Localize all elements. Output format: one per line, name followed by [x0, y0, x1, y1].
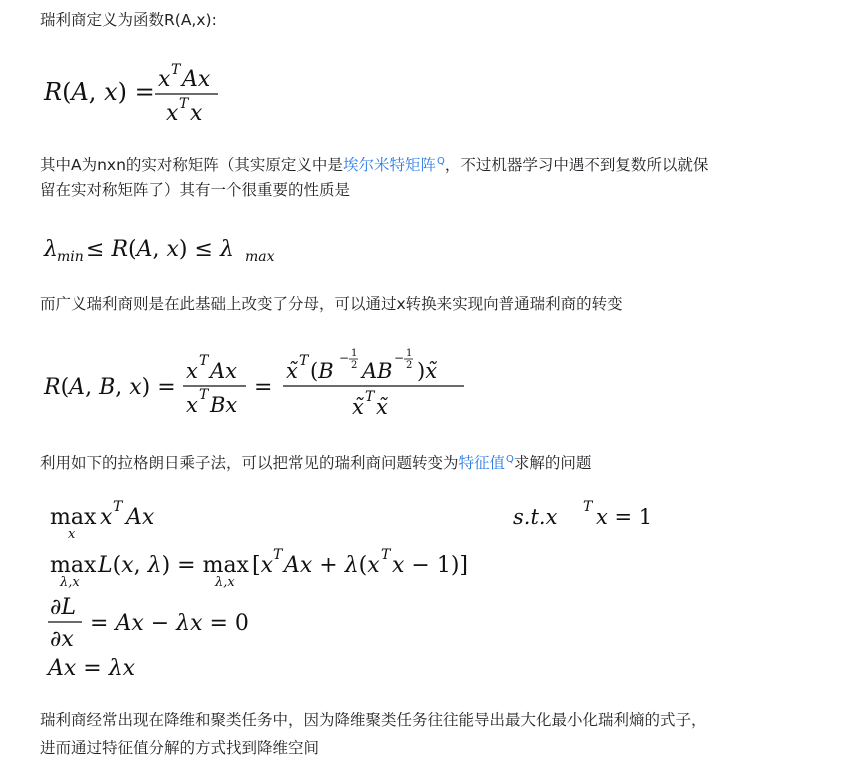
svg-text:−: − — [394, 351, 405, 365]
svg-text:λ,x: λ,x — [60, 575, 80, 590]
svg-text:=: = — [254, 375, 273, 400]
hermitian-matrix-link[interactable]: 埃尔米特矩阵 — [342, 156, 436, 175]
lagrange-line-2 — [50, 547, 468, 590]
svg-text:−: − — [339, 351, 350, 365]
eigenvalue-bounds-equation — [40, 228, 300, 268]
lagrange-line-1 — [50, 499, 652, 542]
description-text-before-link: 其中A为nxn的实对称矩阵（其实原定义中是 — [40, 156, 343, 175]
svg-text:x: x — [158, 67, 171, 92]
lagrange-line-3 — [48, 595, 249, 652]
svg-text:Bx: Bx — [210, 393, 238, 417]
svg-text:x: x — [100, 505, 113, 530]
svg-text:AB: AB — [362, 359, 393, 383]
intro-text: 瑞利商定义为函数R(A,x): — [40, 11, 217, 29]
svg-text:x: x — [68, 527, 76, 542]
svg-text:T: T — [199, 387, 209, 403]
svg-text:x̃: x̃ — [352, 395, 364, 419]
svg-text:x: x — [186, 393, 198, 417]
description-text-after-link: ，不过机器学习中遇不到复数所以就保 — [444, 156, 709, 175]
description-text-line2: 留在实对称矩阵了）其有一个很重要的性质是 — [40, 181, 351, 199]
svg-text:(B: (B — [310, 359, 334, 383]
svg-text:x: x — [166, 101, 179, 126]
svg-text:= Ax − λx = 0: = Ax − λx = 0 — [90, 611, 249, 636]
svg-text:max: max — [50, 553, 97, 578]
description-text — [40, 148, 708, 179]
svg-text:R(A, B, x) =: R(A, B, x) = — [44, 375, 176, 400]
svg-text:≤ R(A, x) ≤ λ: ≤ R(A, x) ≤ λ — [86, 237, 234, 262]
svg-text:1: 1 — [406, 348, 413, 359]
eigenvalue-link[interactable]: 特征值 — [458, 454, 506, 473]
svg-text:Ax = λx: Ax = λx — [48, 656, 136, 681]
search-icon[interactable]: Q — [506, 454, 514, 465]
svg-text:2: 2 — [406, 360, 413, 371]
svg-text:R(A, x) =: R(A, x) = — [44, 78, 155, 106]
generalized-text: 而广义瑞利商则是在此基础上改变了分母，可以通过x转换来实现向普通瑞利商的转变 — [40, 295, 623, 313]
svg-text:x − 1)]: x − 1)] — [392, 553, 469, 578]
svg-text:∂x: ∂x — [50, 627, 74, 652]
svg-text:Ax: Ax — [126, 505, 155, 530]
generalized-rayleigh-equation — [40, 340, 480, 426]
svg-text:T: T — [113, 499, 123, 515]
application-text-line1: 瑞利商经常出现在降维和聚类任务中，因为降维聚类任务往往能导出最大化最小化瑞利熵的式子， — [40, 711, 707, 729]
rayleigh-quotient-equation — [40, 58, 240, 128]
lagrange-text-after-link: 求解的问题 — [513, 454, 592, 473]
svg-text:T: T — [179, 96, 189, 112]
svg-text:T: T — [199, 353, 209, 369]
svg-text:Ax: Ax — [182, 67, 211, 92]
svg-text:T: T — [171, 62, 181, 78]
lagrange-line-4 — [46, 656, 136, 681]
svg-text:Ax + λ(x: Ax + λ(x — [284, 553, 380, 578]
svg-text:T: T — [273, 547, 283, 563]
svg-text:x = 1: x = 1 — [596, 505, 653, 529]
svg-text:x̃: x̃ — [376, 395, 388, 419]
svg-text:λ,x: λ,x — [215, 575, 235, 590]
svg-text:x: x — [186, 359, 198, 383]
lagrange-derivation-equations — [40, 494, 660, 690]
svg-text:2: 2 — [351, 360, 358, 371]
svg-text:min: min — [57, 249, 84, 265]
svg-text:[x: [x — [252, 553, 274, 578]
svg-text:x: x — [190, 101, 203, 126]
lagrange-text — [40, 446, 591, 477]
svg-text:1: 1 — [351, 348, 358, 359]
svg-text:)x̃: )x̃ — [417, 359, 438, 383]
svg-text:max: max — [50, 505, 97, 530]
svg-text:T: T — [365, 389, 375, 405]
lagrange-text-before-link: 利用如下的拉格朗日乘子法，可以把常见的瑞利商问题转变为 — [40, 454, 459, 473]
svg-text:s.t.x: s.t.x — [513, 505, 558, 529]
search-icon[interactable]: Q — [436, 156, 445, 167]
svg-text:T: T — [381, 547, 391, 563]
svg-text:x̃: x̃ — [286, 359, 298, 383]
svg-text:T: T — [583, 499, 593, 515]
svg-text:Ax: Ax — [210, 359, 238, 383]
svg-text:∂L: ∂L — [50, 595, 76, 620]
svg-text:λ: λ — [44, 237, 58, 262]
svg-text:T: T — [299, 353, 309, 369]
application-text-line2: 进而通过特征值分解的方式找到降维空间 — [40, 739, 320, 757]
svg-text:max: max — [245, 249, 275, 265]
svg-text:L(x, λ) = max: L(x, λ) = max — [98, 553, 249, 578]
